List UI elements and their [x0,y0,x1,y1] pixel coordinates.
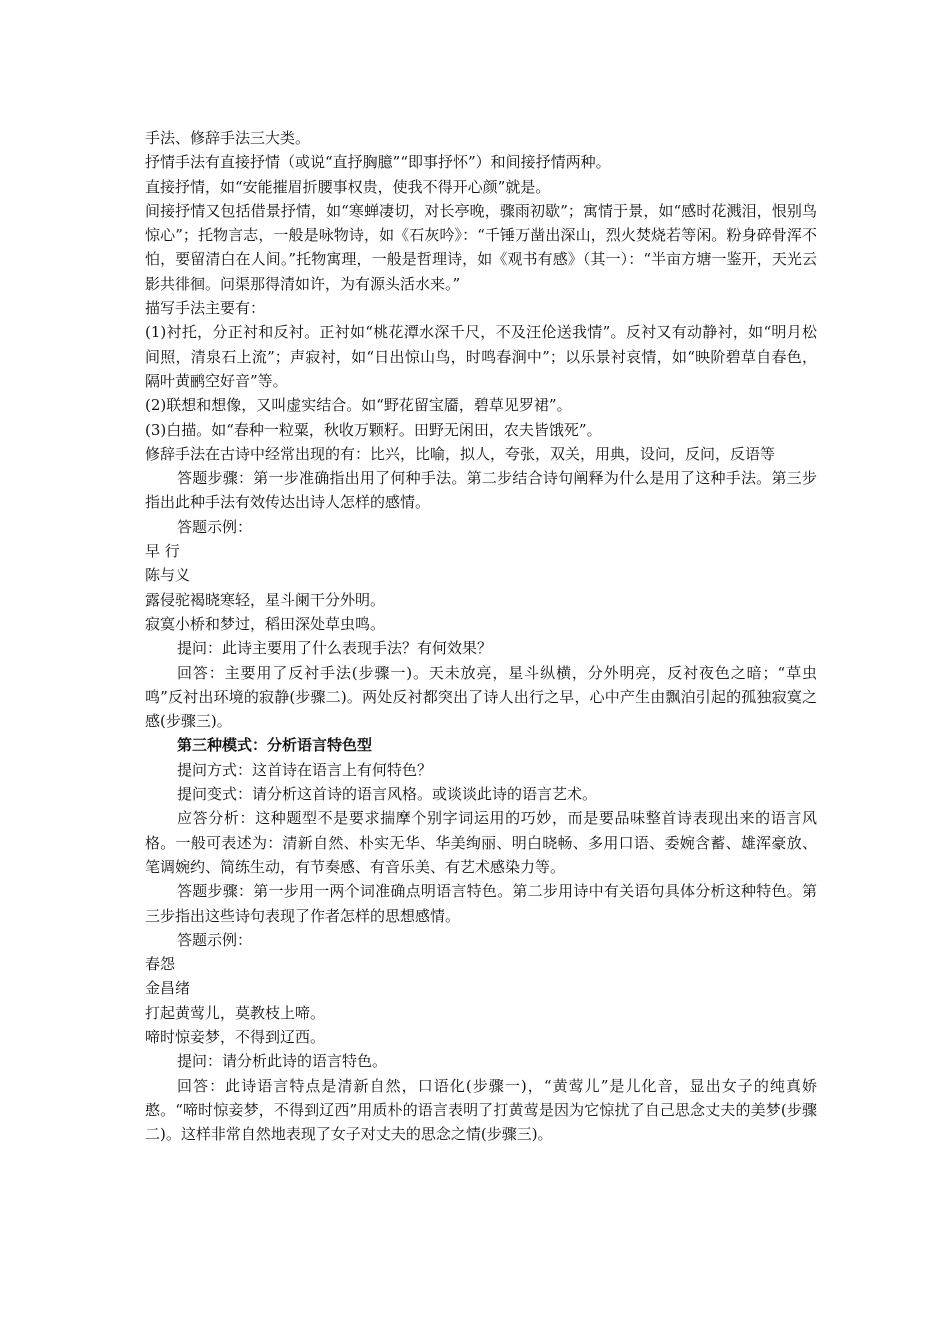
answer-analysis: 应答分析：这种题型不是要求揣摩个别字词运用的巧妙，而是要品味整首诗表现出来的语言风格。一般可表述为：清新自然、朴实无华、华美绚丽、明白晓畅、多用口语、委婉含蓄、雄浑豪放、笔调婉约、简练生动，有节奏感、有音乐美、有艺术感染力等。 [145,809,817,876]
poem-line: 打起黄莺儿，莫教枝上啼。 [145,1003,326,1022]
poem-line: 啼时惊妾梦，不得到辽西。 [145,1027,326,1046]
answer-steps: 答题步骤：第一步用一两个词准确点明语言特色。第二步用诗中有关语句具体分析这种特色。第三步指出这些诗句表现了作者怎样的思想感情。 [145,882,817,925]
question: 提问：请分析此诗的语言特色。 [177,1052,388,1071]
poem-author: 陈与义 [145,566,191,585]
document-body [145,126,817,1146]
paragraph: 直接抒情，如“安能摧眉折腰事权贵，使我不得开心颜”就是。 [145,177,551,196]
section-label: 描写手法主要有： [145,299,266,318]
poem-title: 早 行 [145,542,180,561]
paragraph: 间接抒情又包括借景抒情，如“寒蝉凄切，对长亭晚，骤雨初歇”；寓情于景，如“感时花溅泪，恨别鸟惊心”；托物言志，一般是咏物诗，如《石灰吟》：“千锤万凿出深山，烈火焚烧若等闲。粉身碎骨浑不怕，要留清白在人间。”托物寓理，一般是哲理诗，如《观书有感》（其一）：“半亩方塘一鉴开，天光云影共徘徊。问渠那得清如许，为有源头活水来。” [145,201,817,293]
poem-line: 露侵驼褐晓寒轻，星斗阑干分外明。 [145,590,386,609]
poem-author: 金昌绪 [145,979,191,998]
example-label: 答题示例： [177,517,253,536]
question-format: 提问方式：这首诗在语言上有何特色？ [177,760,433,779]
paragraph: 修辞手法在古诗中经常出现的有：比兴，比喻，拟人，夸张，双关，用典，设问，反问，反语等 [145,444,776,463]
question-variant: 提问变式：请分析这首诗的语言风格。或谈谈此诗的语言艺术。 [177,785,598,804]
poem-title: 春怨 [145,955,176,974]
paragraph: 抒情手法有直接抒情（或说“直抒胸臆”“即事抒怀”）和间接抒情两种。 [145,153,611,172]
list-item: (2)联想和想像，又叫虚实结合。如“野花留宝靥，碧草见罗裙”。 [145,396,572,415]
answer: 回答：此诗语言特点是清新自然，口语化(步骤一)，“黄莺儿”是儿化音，显出女子的纯真娇憨。“啼时惊妾梦，不得到辽西”用质朴的语言表明了打黄莺是因为它惊扰了自己思念丈夫的美梦(步骤二)。这样非常自然地表现了女子对丈夫的思念之情(步骤三)。 [145,1076,817,1144]
question: 提问：此诗主要用了什么表现手法？有何效果？ [177,639,493,658]
list-item: (1)衬托，分正衬和反衬。正衬如“桃花潭水深千尺，不及汪伦送我情”。反衬又有动静衬，如“明月松间照，清泉石上流”；声寂衬，如“日出惊山鸟，时鸣春涧中”；以乐景衬哀情，如“映阶碧草自春色，隔叶黄鹂空好音”等。 [145,323,817,390]
list-item: (3)白描。如“春种一粒粟，秋收万颗籽。田野无闲田，农夫皆饿死”。 [145,420,602,439]
poem-line: 寂寞小桥和梦过，稻田深处草虫鸣。 [145,614,386,633]
answer-steps: 答题步骤：第一步准确指出用了何种手法。第二步结合诗句阐释为什么是用了这种手法。第三步指出此种手法有效传达出诗人怎样的感情。 [145,469,817,512]
example-label: 答题示例： [177,930,253,949]
answer: 回答：主要用了反衬手法(步骤一)。天未放亮，星斗纵横，分外明亮，反衬夜色之暗；“草虫鸣”反衬出环境的寂静(步骤二)。两处反衬都突出了诗人出行之早，心中产生由飘泊引起的孤独寂寞之感(步骤三)。 [145,663,817,731]
section-heading: 第三种模式：分析语言特色型 [177,736,373,755]
paragraph: 手法、修辞手法三大类。 [145,129,311,147]
